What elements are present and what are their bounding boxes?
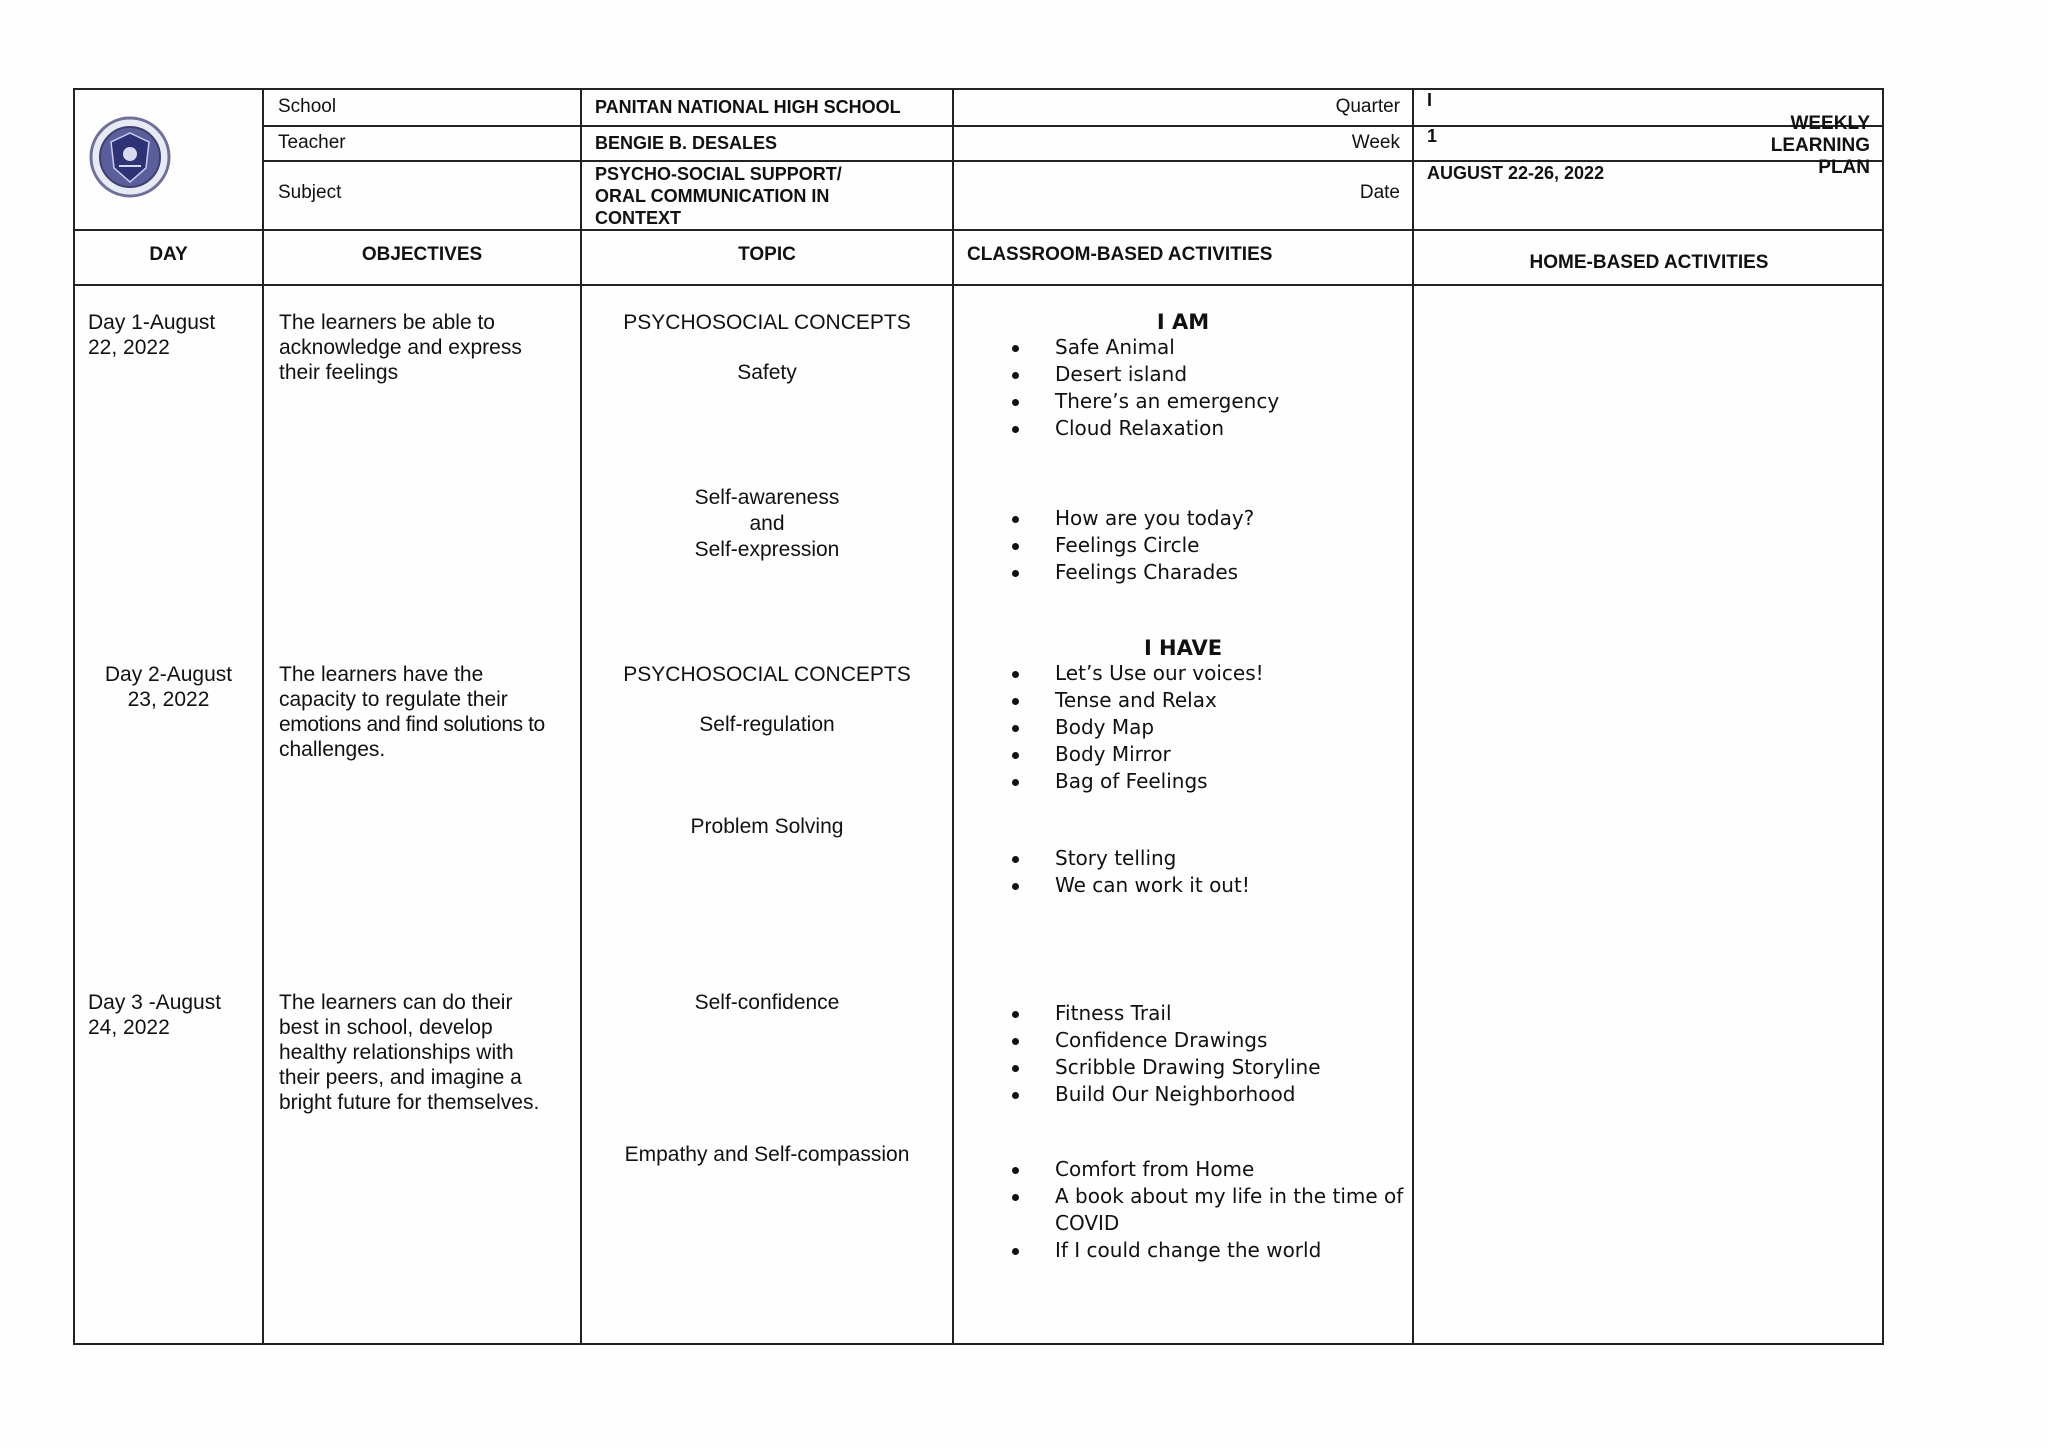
plan-title-line-2: LEARNING	[1770, 135, 1870, 156]
list-item: There’s an emergency	[1055, 388, 1279, 415]
objective-2-line-4: challenges.	[279, 738, 386, 761]
objective-3-line-3: healthy relationships with	[279, 1041, 514, 1064]
objective-day-3	[279, 990, 579, 1115]
day-3-label	[88, 990, 221, 1040]
objective-3-line-2: best in school, develop	[279, 1016, 493, 1039]
subject-value	[595, 163, 842, 229]
day-2-label	[75, 662, 262, 712]
topic-and-line: and	[749, 512, 785, 535]
col-header-objectives: OBJECTIVES	[361, 244, 483, 265]
objective-2-line-3: emotions and find solutions to	[279, 713, 545, 736]
activities-i-am-title: I AM	[1156, 310, 1210, 334]
quarter-label: Quarter	[1335, 96, 1400, 117]
objective-1-line-2: acknowledge and express	[279, 336, 522, 359]
list-item: Let’s Use our voices!	[1055, 660, 1264, 687]
date-label: Date	[1359, 182, 1400, 203]
list-item: Cloud Relaxation	[1055, 415, 1279, 442]
topic-psychosocial-concepts-1: PSYCHOSOCIAL CONCEPTS	[623, 311, 911, 334]
list-item: We can work it out!	[1055, 872, 1250, 899]
list-item: How are you today?	[1055, 505, 1254, 532]
subject-line-2: ORAL COMMUNICATION IN	[595, 186, 830, 206]
list-item: A book about my life in the time of	[1055, 1183, 1403, 1210]
list-item: If I could change the world	[1055, 1237, 1403, 1264]
subject-line-1: PSYCHO-SOCIAL SUPPORT/	[595, 164, 842, 184]
topic-self-expression-line: Self-expression	[694, 538, 840, 561]
list-item: Body Map	[1055, 714, 1264, 741]
col-header-topic: TOPIC	[738, 244, 796, 265]
activities-group-6	[1055, 1156, 1403, 1264]
list-item: Safe Animal	[1055, 334, 1279, 361]
subject-line-3: CONTEXT	[595, 208, 682, 228]
list-item: Comfort from Home	[1055, 1156, 1403, 1183]
topic-problem-solving: Problem Solving	[690, 815, 844, 838]
list-item: Body Mirror	[1055, 741, 1264, 768]
date-value: AUGUST 22-26, 2022	[1427, 163, 1605, 183]
activities-group-4	[1055, 845, 1250, 899]
objective-3-line-4: their peers, and imagine a	[279, 1066, 522, 1089]
subject-label: Subject	[278, 182, 342, 203]
list-item: Fitness Trail	[1055, 1000, 1321, 1027]
plan-title-line-1: WEEKLY	[1790, 113, 1870, 134]
list-item: Bag of Feelings	[1055, 768, 1264, 795]
weekly-learning-plan-table	[73, 88, 1884, 1345]
col-header-day: DAY	[149, 244, 188, 265]
day-2-line-2: 23, 2022	[127, 688, 210, 711]
objective-3-line-1: The learners can do their	[279, 991, 513, 1014]
list-item: Story telling	[1055, 845, 1250, 872]
list-item: Scribble Drawing Storyline	[1055, 1054, 1321, 1081]
topic-self-awareness-line: Self-awareness	[694, 486, 840, 509]
day-1-label	[88, 310, 215, 360]
objective-day-2	[279, 662, 579, 762]
topic-empathy: Empathy and Self-compassion	[624, 1143, 910, 1166]
day-2-line-1: Day 2-August	[104, 663, 233, 686]
plan-title-line-3: PLAN	[1818, 157, 1870, 178]
list-item: Feelings Charades	[1055, 559, 1254, 586]
topic-psychosocial-concepts-2: PSYCHOSOCIAL CONCEPTS	[623, 663, 911, 686]
school-label: School	[278, 96, 337, 117]
day-3-line-1: Day 3 -August	[88, 991, 222, 1014]
week-value: 1	[1427, 126, 1438, 146]
week-label: Week	[1351, 132, 1400, 153]
col-header-home: HOME-BASED ACTIVITIES	[1529, 252, 1769, 273]
objective-3-line-5: bright future for themselves.	[279, 1091, 540, 1114]
objective-2-line-1: The learners have the	[279, 663, 484, 686]
teacher-label: Teacher	[278, 132, 346, 153]
day-1-line-1: Day 1-August	[88, 311, 216, 334]
col-header-classroom: CLASSROOM-BASED ACTIVITIES	[967, 244, 1273, 265]
list-item: Feelings Circle	[1055, 532, 1254, 559]
list-item: COVID	[1055, 1211, 1120, 1235]
objective-1-line-3: their feelings	[279, 361, 399, 384]
topic-self-regulation: Self-regulation	[699, 713, 835, 736]
objective-2-line-2: capacity to regulate their	[279, 688, 508, 711]
list-item: Confidence Drawings	[1055, 1027, 1321, 1054]
plan-title	[1750, 113, 1870, 179]
topic-safety: Safety	[737, 361, 797, 384]
list-item: Build Our Neighborhood	[1055, 1081, 1321, 1108]
day-1-line-2: 22, 2022	[88, 336, 170, 359]
activities-group-1	[1055, 334, 1279, 442]
quarter-value: I	[1427, 90, 1433, 110]
topic-self-confidence: Self-confidence	[694, 991, 840, 1014]
activities-group-2	[1055, 505, 1254, 586]
list-item: Tense and Relax	[1055, 687, 1264, 714]
activities-group-5	[1055, 1000, 1321, 1108]
school-value: PANITAN NATIONAL HIGH SCHOOL	[595, 97, 901, 117]
day-3-line-2: 24, 2022	[88, 1016, 170, 1039]
activities-group-3	[1055, 660, 1264, 795]
teacher-value: BENGIE B. DESALES	[595, 133, 778, 153]
deped-seal-logo	[89, 116, 171, 198]
objective-1-line-1: The learners be able to	[279, 311, 495, 334]
objective-day-1	[279, 310, 579, 385]
activities-i-have-title: I HAVE	[1143, 636, 1223, 660]
home-based-activities-cell	[1414, 286, 1884, 1345]
topic-self-awareness	[582, 485, 952, 563]
list-item: Desert island	[1055, 361, 1279, 388]
